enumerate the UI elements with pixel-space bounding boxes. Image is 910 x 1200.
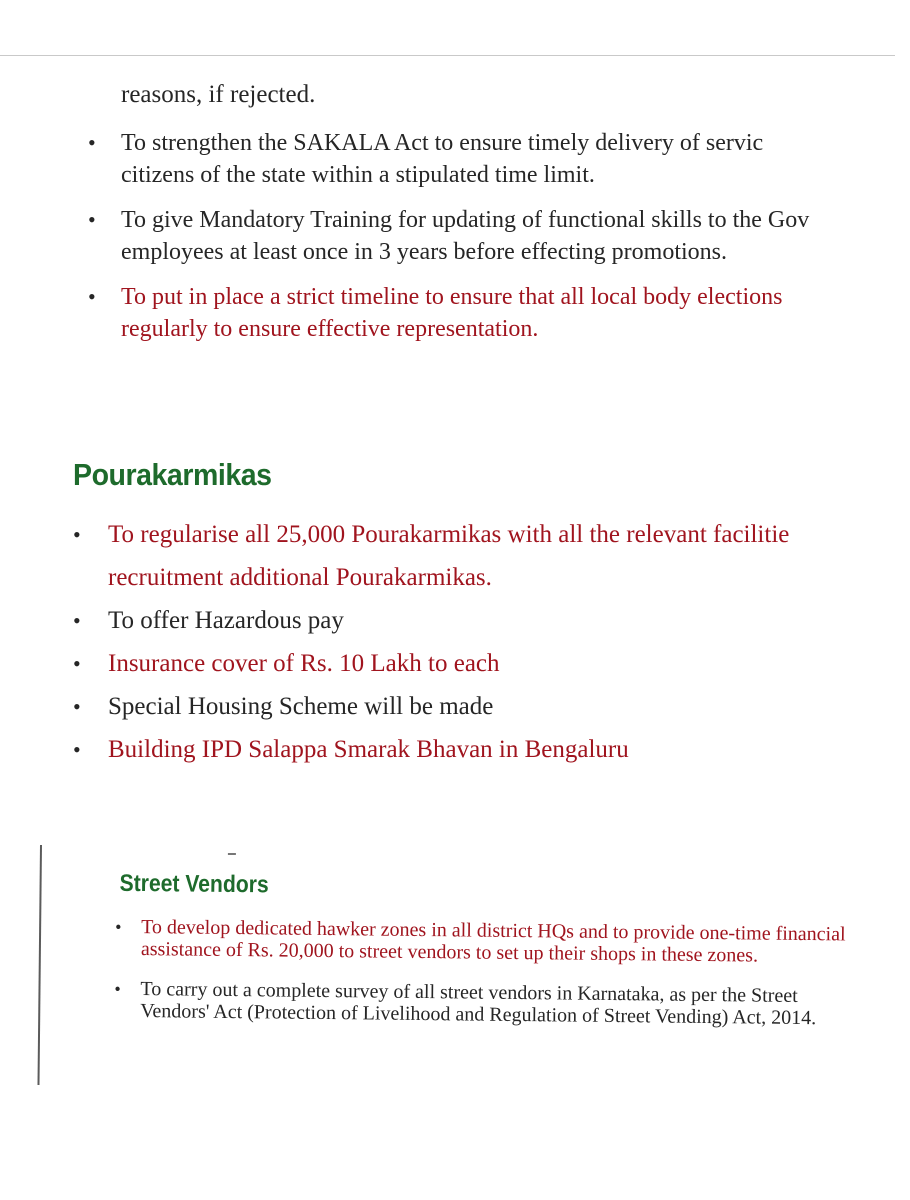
- bullet-icon: •: [73, 608, 81, 633]
- list-item-line: To give Mandatory Training for updating of functional skills to the Gov: [121, 207, 810, 233]
- list-item-line: employees at least once in 3 years before effecting promotions.: [121, 239, 728, 265]
- list-item-line: recruitment additional Pourakarmikas.: [108, 564, 492, 591]
- list-item: [0, 685, 789, 728]
- list-item-text: To offer Hazardous pay: [108, 607, 344, 634]
- list-item: [39, 915, 851, 968]
- bullet-icon: •: [73, 737, 81, 762]
- bullet-icon: •: [73, 522, 81, 547]
- list-item: [0, 513, 789, 599]
- list-item: [0, 599, 789, 642]
- list-item: [0, 281, 901, 345]
- list-item-text: Special Housing Scheme will be made: [108, 693, 494, 720]
- list-item: [0, 642, 789, 685]
- pourakarmikas-list: [0, 513, 789, 771]
- governance-section: [0, 0, 910, 400]
- bullet-icon: •: [73, 651, 81, 676]
- street-vendors-list: [38, 915, 851, 1047]
- list-item-line: citizens of the state within a stipulated time limit.: [121, 162, 595, 188]
- bullet-icon: •: [88, 207, 96, 232]
- list-item-text: Building IPD Salappa Smarak Bhavan in Bengaluru: [108, 736, 629, 763]
- list-item-line: regularly to ensure effective representation.: [121, 316, 539, 342]
- list-item-line: To put in place a strict timeline to ensure that all local body elections: [121, 284, 783, 310]
- list-item: [0, 127, 901, 191]
- bullet-icon: •: [115, 916, 122, 937]
- list-item-text: To carry out a complete survey of all street vendors in Karnataka, as per the Street Vendors' Act (Protection of Livelihood and Regulation of Street Vending) Act, 2014.: [140, 978, 817, 1030]
- clipped-line: reasons, if rejected.: [121, 81, 316, 108]
- list-item: [38, 977, 850, 1030]
- scan-mark: [228, 853, 236, 855]
- street-vendors-clipping: [37, 845, 899, 1094]
- list-item-text: Insurance cover of Rs. 10 Lakh to each: [108, 650, 500, 677]
- list-item: [0, 204, 901, 268]
- list-item-text: To develop dedicated hawker zones in all district HQs and to provide one-time financial assistance of Rs. 20,000 to street vendors to set up their shops in these zones.: [140, 916, 846, 967]
- section-heading-pourakarmikas: Pourakarmikas: [73, 457, 272, 492]
- governance-list: [0, 127, 901, 358]
- list-item-line: To strengthen the SAKALA Act to ensure timely delivery of servic: [121, 130, 764, 156]
- list-item-line: To regularise all 25,000 Pourakarmikas with all the relevant facilitie: [108, 521, 790, 548]
- section-heading-street-vendors: Street Vendors: [119, 869, 269, 899]
- list-item: [0, 728, 789, 771]
- bullet-icon: •: [88, 130, 96, 155]
- bullet-icon: •: [73, 694, 81, 719]
- bullet-icon: •: [114, 978, 121, 999]
- bullet-icon: •: [88, 284, 96, 309]
